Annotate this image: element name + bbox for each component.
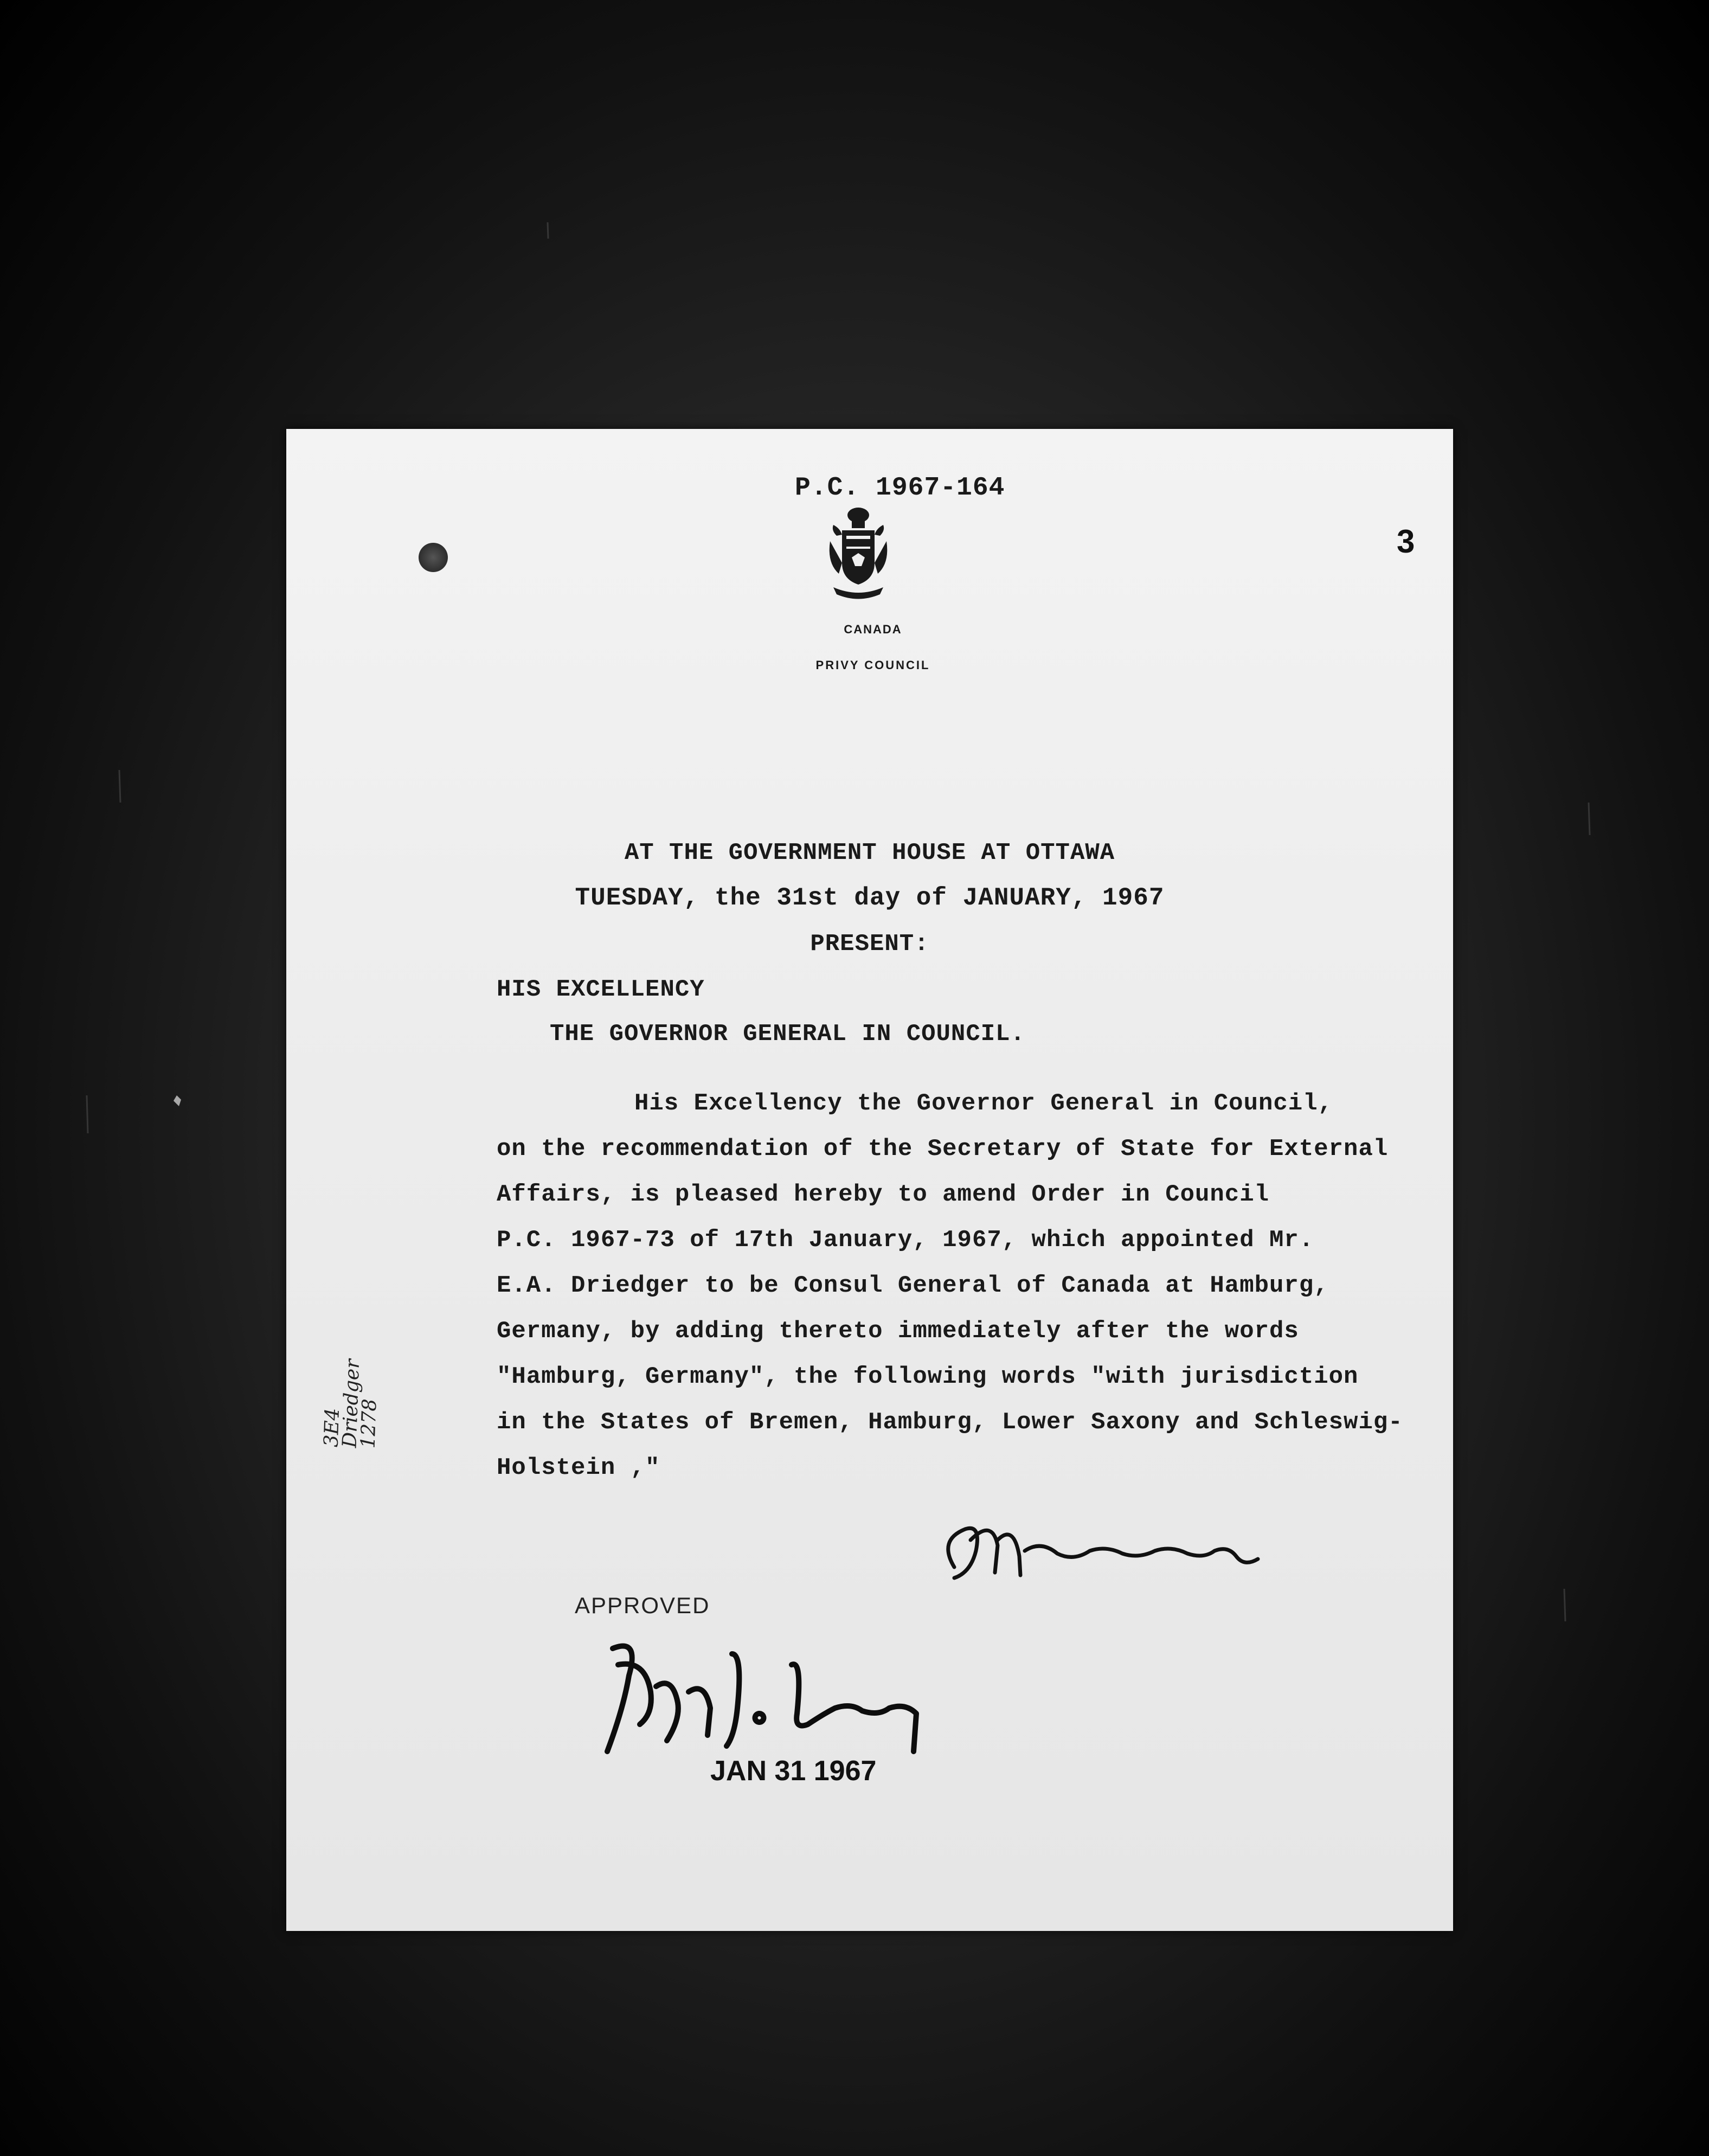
body-line: "Hamburg, Germany", the following words "with jurisdiction (497, 1363, 1359, 1390)
letterhead-country: CANADA (844, 623, 902, 636)
governor-general-signature (596, 1632, 943, 1762)
letterhead-office: PRIVY COUNCIL (815, 658, 930, 672)
approved-label: APPROVED (575, 1593, 710, 1618)
coat-of-arms-icon (826, 503, 891, 606)
page-number: 3 (1397, 523, 1415, 560)
body-line: P.C. 1967-73 of 17th January, 1967, which appointed Mr. (497, 1227, 1314, 1254)
pm-signature (933, 1507, 1280, 1594)
approval-date-stamp: JAN 31 1967 (710, 1755, 877, 1787)
body-line: His Excellency the Governor General in Council, (634, 1090, 1333, 1117)
heading-date: TUESDAY, the 31st day of JANUARY, 1967 (575, 884, 1165, 912)
body-line: Affairs, is pleased hereby to amend Order in Council (497, 1181, 1270, 1208)
body-line: in the States of Bremen, Hamburg, Lower Saxony and Schleswig- (497, 1409, 1403, 1436)
addressee-line-1: HIS EXCELLENCY (497, 976, 705, 1003)
body-line: on the recommendation of the Secretary of State for External (497, 1135, 1389, 1163)
body-line: E.A. Driedger to be Consul General of Canada at Hamburg, (497, 1272, 1329, 1299)
body-line: Holstein ," (497, 1454, 660, 1481)
heading-present: PRESENT: (810, 931, 929, 958)
punch-hole (419, 543, 448, 572)
margin-handwritten-note: 3E4 Driedger 1278 (320, 1358, 381, 1449)
order-number: P.C. 1967-164 (795, 473, 1005, 503)
addressee-line-2: THE GOVERNOR GENERAL IN COUNCIL. (550, 1021, 1025, 1048)
body-line: Germany, by adding thereto immediately after the words (497, 1318, 1299, 1345)
heading-place: AT THE GOVERNMENT HOUSE AT OTTAWA (624, 839, 1115, 867)
